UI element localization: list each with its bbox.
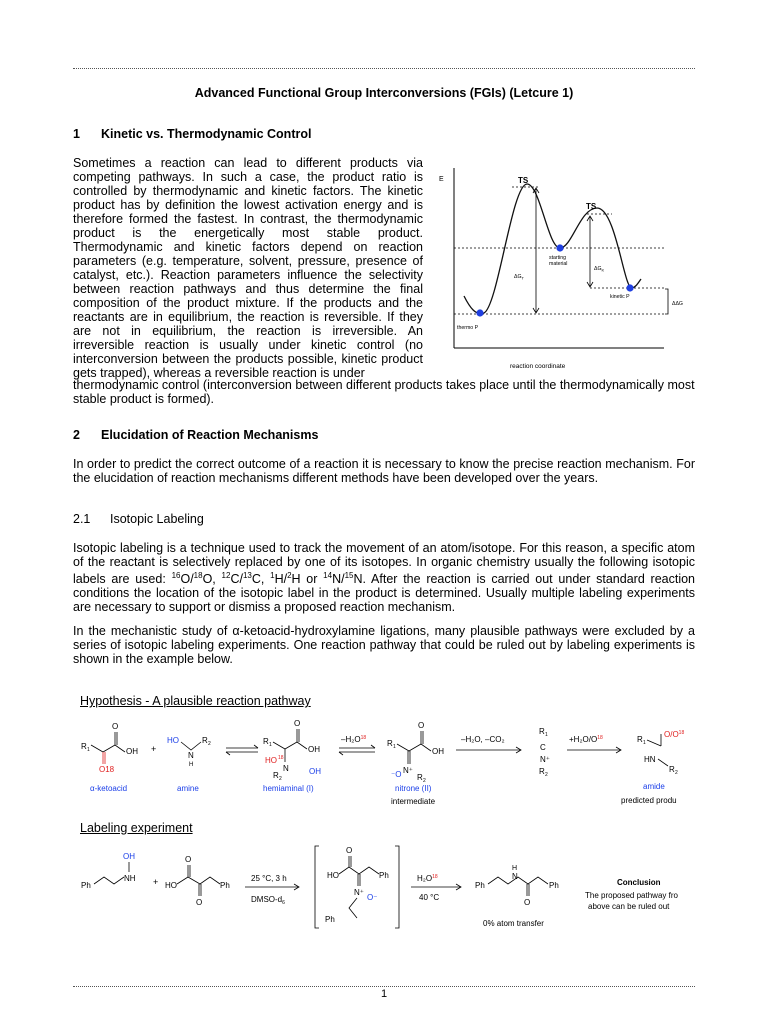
kinetic-p-label: kinetic P [610, 294, 630, 300]
section-2-paragraph: In order to predict the correct outcome of a reaction it is necessary to know the precise reaction mechanism. For the elucidation of reaction mechanisms different methods have been developed over the years. [73, 457, 695, 485]
svg-text:R: R [263, 737, 269, 746]
svg-text:HO: HO [265, 756, 277, 765]
labeling-experiment-scheme [73, 838, 698, 936]
svg-text:18: 18 [278, 755, 284, 761]
intermediate-label: intermediate [391, 797, 436, 806]
svg-text:2: 2 [279, 776, 282, 782]
header-rule [73, 68, 695, 69]
isotopic-labeling-paragraph: Isotopic labeling is a technique used to track the movement of an atom/isotope. For this reason, a specific atom of the reactant is selectively replaced by one of its isotopes. In organic chemistry usually the following isotopic labels are used: $^{16}$O/$^{18}$O, $^{12}$C/$^{13}$C, $^1$H/$^2$H or $^{14}$N/$^{15}$N. After the reaction is carried out under standard reaction conditions the location of the isotopic label in the product is determined. Usually multiple labeling experiments are necessary to support or dismiss a proposed reaction mechanism. [73, 541, 695, 615]
ketoacid-structure [81, 722, 138, 774]
footer-rule [73, 986, 695, 987]
svg-text:NH: NH [124, 874, 136, 883]
svg-text:2: 2 [423, 778, 426, 784]
labeling-experiment-heading: Labeling experiment [80, 821, 193, 835]
svg-text:H: H [512, 865, 518, 872]
svg-text:1: 1 [87, 747, 90, 753]
svg-text:N⁺: N⁺ [354, 888, 364, 897]
svg-text:1: 1 [643, 740, 646, 746]
svg-text:2: 2 [208, 741, 211, 747]
svg-text:R: R [387, 739, 393, 748]
svg-text:O: O [346, 846, 353, 855]
ts-right-label: TS [586, 202, 597, 211]
nitrone-structure [387, 721, 444, 784]
kinetic-product-dot [626, 284, 633, 291]
y-axis-label: E [439, 176, 444, 183]
svg-text:+H₂O/O18: $+H_2O/O^{18}$ [569, 735, 603, 744]
amine-structure [167, 736, 211, 768]
ligation-paragraph: In the mechanistic study of α-ketoacid-hydroxylamine ligations, many plausible pathways were excluded by a series of isotopic labeling experiments. One reaction pathway that could be ruled out by labeling experiments is shown in the example below. [73, 624, 695, 666]
svg-text:Ph: Ph [81, 881, 91, 890]
svg-text:25 °C, 3 h: 25 °C, 3 h [251, 874, 287, 883]
phenylpyruvic-acid-structure [165, 855, 230, 907]
section-number: 1 [73, 127, 80, 141]
svg-text:R: R [417, 773, 423, 782]
svg-text:R: R [202, 736, 208, 745]
ts-left-label: TS [518, 176, 529, 185]
svg-text:40 °C: 40 °C [419, 893, 440, 902]
section-1-paragraph-tail: thermodynamic control (interconversion between different products takes place until the thermodynamically most stable product is formed). [73, 378, 695, 406]
svg-text:H: H [189, 762, 194, 768]
svg-text:+: + [151, 744, 157, 754]
svg-text:HO: HO [327, 871, 339, 880]
amide-name: amide [643, 782, 665, 791]
section-title: Isotopic Labeling [110, 512, 204, 526]
svg-text:Ph: Ph [325, 915, 335, 924]
svg-text:OH: OH [308, 745, 320, 754]
svg-text:O⁻: O⁻ [367, 893, 378, 902]
section-2-heading [73, 428, 318, 442]
ddg-bracket [665, 289, 668, 314]
dg-k-label: $\Delta G_K$ [594, 266, 605, 273]
svg-text:HO: HO [167, 736, 179, 745]
svg-text:1: 1 [269, 742, 272, 748]
starting-material-label-1: starting [549, 255, 567, 261]
svg-text:Ph: Ph [220, 881, 230, 890]
section-1-heading [73, 127, 311, 141]
o18-label: O18 [99, 765, 115, 774]
svg-text:HO: HO [165, 881, 177, 890]
svg-text:DMSO-d6: DMSO-$d_6$ [251, 895, 285, 906]
svg-text:R: R [81, 742, 87, 751]
predicted-product-label: predicted produ [621, 796, 677, 805]
section-title: Elucidation of Reaction Mechanisms [101, 428, 319, 442]
svg-text:C: C [540, 743, 546, 752]
svg-text:1: 1 [393, 744, 396, 750]
amine-name: amine [177, 784, 199, 793]
thermo-product-dot [476, 309, 483, 316]
hemiaminal-structure [263, 719, 321, 782]
hydroxylamine-structure [81, 852, 136, 890]
svg-text:2: 2 [675, 770, 678, 776]
hemiaminal-name: hemiaminal (I) [263, 784, 314, 793]
starting-material-dot [556, 244, 563, 251]
svg-text:HN: HN [644, 755, 656, 764]
svg-text:–H₂O18: $-H_2O^{18}$ [341, 735, 367, 744]
svg-text:N: N [512, 872, 518, 881]
svg-text:R: R [669, 765, 675, 774]
svg-text:O: O [294, 719, 301, 728]
hypothesis-scheme [73, 712, 698, 810]
svg-text:2: 2 [545, 772, 548, 778]
starting-material-label-2: material [549, 261, 568, 267]
section-number: 2.1 [73, 512, 91, 526]
svg-text:N⁺: N⁺ [403, 766, 413, 775]
ketoacid-name: α-ketoacid [90, 784, 128, 793]
bracket-left [315, 846, 319, 928]
section-number: 2 [73, 428, 80, 442]
energy-diagram [432, 162, 702, 374]
thermo-p-label: thermo P [457, 325, 479, 331]
page-title: Advanced Functional Group Interconversions (FGIs) (Letcure 1) [194, 86, 574, 100]
section-2-1-heading [73, 512, 204, 526]
svg-text:N: N [188, 751, 194, 760]
svg-text:OH: OH [123, 852, 135, 861]
svg-text:O: O [112, 722, 119, 731]
svg-text:N: N [283, 764, 289, 773]
conclusion-line-2: above can be ruled out [588, 902, 670, 911]
amide-structure [637, 730, 684, 776]
svg-text:OH: OH [126, 747, 138, 756]
svg-text:H₂O18: $H_2O^{18}$ [417, 874, 438, 883]
svg-text:–H₂O, –CO₂: –H₂O, –CO₂ [461, 735, 505, 744]
svg-text:R: R [539, 767, 545, 776]
svg-text:+: + [153, 877, 159, 887]
atom-transfer-result: 0% atom transfer [483, 919, 544, 928]
svg-text:O: O [524, 898, 531, 907]
svg-text:Ph: Ph [379, 871, 389, 880]
nitrilium-structure [539, 727, 550, 778]
svg-text:O: O [418, 721, 425, 730]
svg-text:R: R [539, 727, 545, 736]
svg-text:R: R [637, 735, 643, 744]
svg-text:O: O [185, 855, 192, 864]
svg-text:1: 1 [545, 732, 548, 738]
svg-text:R: R [273, 771, 279, 780]
nitrone-name: nitrone (II) [395, 784, 432, 793]
svg-text:OH: OH [309, 767, 321, 776]
ddg-label: ΔΔG [672, 301, 683, 307]
svg-text:N⁺: N⁺ [540, 755, 550, 764]
x-axis-label: reaction coordinate [510, 363, 566, 370]
nitrone-intermediate-structure [325, 846, 389, 924]
svg-text:Ph: Ph [549, 881, 559, 890]
amide-product-structure [475, 865, 559, 907]
conclusion-title: Conclusion [617, 878, 661, 887]
svg-text:O/O18: $O/O^{18}$ [664, 730, 685, 739]
svg-text:OH: OH [432, 747, 444, 756]
bracket-right [395, 846, 399, 928]
hypothesis-heading: Hypothesis - A plausible reaction pathway [80, 694, 311, 708]
conclusion-line-1: The proposed pathway fro [585, 891, 678, 900]
svg-text:Ph: Ph [475, 881, 485, 890]
svg-text:O: O [196, 898, 203, 907]
page-number: 1 [380, 988, 388, 1000]
svg-text:⁻O: ⁻O [391, 770, 402, 779]
section-1-paragraph: Sometimes a reaction can lead to different products via competing pathways. In such a case, the product ratio is controlled by thermodynamic and kinetic factors. The kinetic product has by definition the lowest activation energy and is therefore formed the fastest. In contrast, the thermodynamic product is the energetically most stable product. Thermodynamic and kinetic factors depend on reaction parameters (e.g. temperature, solvent, pressure, presence of catalyst, etc.). Reaction parameters influence the selectivity between reaction pathways and thus determine the final composition of the product mixture. If the products and the reactants are in equilibrium, the reaction is reversible. If they are not in equilibrium, the reaction is irreversible. An irreversible reaction is usually under kinetic control (no interconversion between the products possible, kinetic product gets trapped), whereas a reversible reaction is under [73, 156, 423, 380]
section-title: Kinetic vs. Thermodynamic Control [101, 127, 312, 141]
dg-t-label: $\Delta G_T$ [514, 274, 524, 281]
